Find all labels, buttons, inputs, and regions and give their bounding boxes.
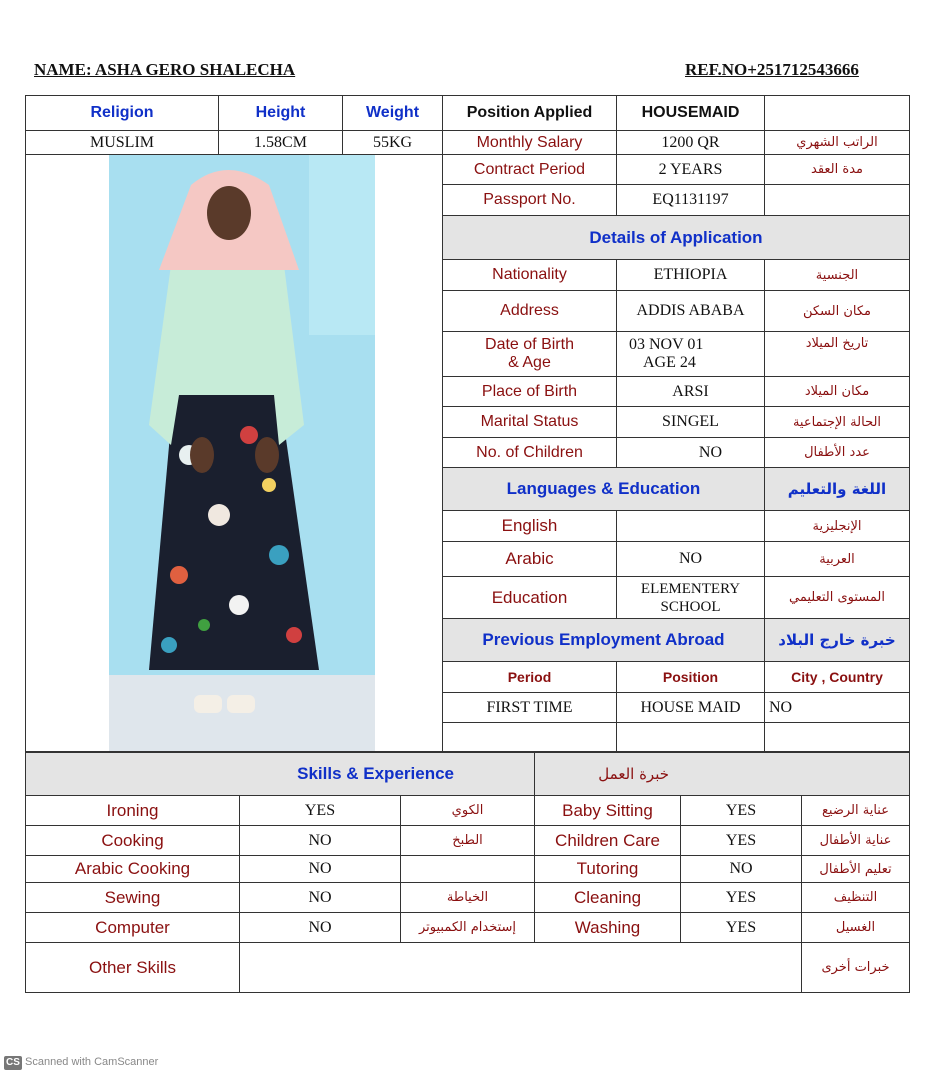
other-skills-value	[240, 943, 802, 993]
skill-cooking-label: Cooking	[26, 826, 240, 856]
skill-childrencare-value: YES	[681, 826, 802, 856]
skills-table	[25, 752, 910, 993]
education-label: Education	[443, 577, 617, 619]
employment-section-arabic: خبرة خارج البلاد	[765, 619, 910, 662]
city-country-header: City , Country	[765, 662, 910, 693]
languages-section-arabic: اللغة والتعليم	[765, 468, 910, 511]
birthplace-arabic: مكان الميلاد	[765, 377, 910, 407]
address-value: ADDIS ABABA	[617, 291, 765, 332]
dob-arabic: تاريخ الميلاد	[765, 332, 910, 377]
skill-babysitting-arabic: عناية الرضيع	[802, 796, 910, 826]
reference-number: REF.NO+251712543666	[685, 60, 859, 79]
skill-computer-label: Computer	[26, 913, 240, 943]
children-arabic: عدد الأطفال	[765, 438, 910, 468]
camscanner-watermark: CS Scanned with CamScanner	[4, 1056, 158, 1070]
skill-cleaning-label: Cleaning	[535, 883, 681, 913]
english-arabic: الإنجليزية	[765, 511, 910, 542]
dob-label: Date of Birth & Age	[443, 332, 617, 377]
other-skills-label: Other Skills	[26, 943, 240, 993]
skill-tutoring-arabic: تعليم الأطفال	[802, 856, 910, 883]
skill-cooking-value: NO	[240, 826, 401, 856]
salary-arabic: الراتب الشهري	[765, 131, 910, 155]
contract-label: Contract Period	[443, 155, 617, 185]
applicant-name: NAME: ASHA GERO SHALECHA	[34, 60, 296, 79]
arabic-label: Arabic	[443, 542, 617, 577]
position-value: HOUSE MAID	[617, 693, 765, 723]
skill-childrencare-label: Children Care	[535, 826, 681, 856]
employment-section-title: Previous Employment Abroad	[443, 619, 765, 662]
religion-label: Religion	[26, 96, 219, 131]
photo-cell	[26, 155, 443, 752]
education-value: ELEMENTERY SCHOOL	[617, 577, 765, 619]
empty-cell	[765, 723, 910, 752]
empty-cell	[443, 723, 617, 752]
height-label: Height	[219, 96, 343, 131]
position-header: Position	[617, 662, 765, 693]
camscanner-logo-icon: CS	[4, 1056, 22, 1070]
marital-label: Marital Status	[443, 407, 617, 438]
skill-computer-value: NO	[240, 913, 401, 943]
nationality-value: ETHIOPIA	[617, 260, 765, 291]
skills-section-title: Skills & Experience	[26, 753, 535, 796]
position-applied-value: HOUSEMAID	[617, 96, 765, 131]
birthplace-label: Place of Birth	[443, 377, 617, 407]
skill-arabic-cooking-value: NO	[240, 856, 401, 883]
skill-cleaning-value: YES	[681, 883, 802, 913]
address-arabic: مكان السكن	[765, 291, 910, 332]
skill-childrencare-arabic: عناية الأطفال	[802, 826, 910, 856]
skill-computer-arabic: إستخدام الكمبيوتر	[401, 913, 535, 943]
passport-value: EQ1131197	[617, 185, 765, 216]
period-header: Period	[443, 662, 617, 693]
empty-cell	[765, 185, 910, 216]
skill-cooking-arabic: الطبخ	[401, 826, 535, 856]
arabic-value: NO	[617, 542, 765, 577]
education-arabic: المستوى التعليمي	[765, 577, 910, 619]
contract-arabic: مدة العقد	[765, 155, 910, 185]
birthplace-value: ARSI	[617, 377, 765, 407]
passport-label: Passport No.	[443, 185, 617, 216]
applicant-photo	[109, 155, 375, 751]
empty-cell	[765, 96, 910, 131]
city-country-value: NO	[765, 693, 910, 723]
salary-label: Monthly Salary	[443, 131, 617, 155]
weight-label: Weight	[343, 96, 443, 131]
skill-arabic-cooking-label: Arabic Cooking	[26, 856, 240, 883]
nationality-label: Nationality	[443, 260, 617, 291]
languages-section-title: Languages & Education	[443, 468, 765, 511]
religion-value: MUSLIM	[26, 131, 219, 155]
height-value: 1.58CM	[219, 131, 343, 155]
weight-value: 55KG	[343, 131, 443, 155]
marital-value: SINGEL	[617, 407, 765, 438]
children-value: NO	[617, 438, 765, 468]
english-value	[617, 511, 765, 542]
skill-babysitting-label: Baby Sitting	[535, 796, 681, 826]
english-label: English	[443, 511, 617, 542]
marital-arabic: الحالة الإجتماعية	[765, 407, 910, 438]
dob-value: 03 NOV 01 AGE 24	[617, 332, 765, 377]
skill-cleaning-arabic: التنظيف	[802, 883, 910, 913]
skill-sewing-arabic: الخياطة	[401, 883, 535, 913]
skill-tutoring-value: NO	[681, 856, 802, 883]
skill-tutoring-label: Tutoring	[535, 856, 681, 883]
skill-arabic-cooking-arabic	[401, 856, 535, 883]
skill-ironing-arabic: الكوي	[401, 796, 535, 826]
skills-section-arabic: خبرة العمل	[535, 753, 910, 796]
skill-ironing-value: YES	[240, 796, 401, 826]
skill-sewing-value: NO	[240, 883, 401, 913]
skill-washing-arabic: الغسيل	[802, 913, 910, 943]
skill-ironing-label: Ironing	[26, 796, 240, 826]
address-label: Address	[443, 291, 617, 332]
nationality-arabic: الجنسية	[765, 260, 910, 291]
salary-value: 1200 QR	[617, 131, 765, 155]
skill-washing-value: YES	[681, 913, 802, 943]
position-applied-label: Position Applied	[443, 96, 617, 131]
contract-value: 2 YEARS	[617, 155, 765, 185]
period-value: FIRST TIME	[443, 693, 617, 723]
details-section-title: Details of Application	[443, 216, 910, 260]
skill-washing-label: Washing	[535, 913, 681, 943]
children-label: No. of Children	[443, 438, 617, 468]
skill-sewing-label: Sewing	[26, 883, 240, 913]
skill-babysitting-value: YES	[681, 796, 802, 826]
cv-main-table	[25, 95, 910, 752]
arabic-arabic: العربية	[765, 542, 910, 577]
empty-cell	[617, 723, 765, 752]
other-skills-arabic: خبرات أخرى	[802, 943, 910, 993]
